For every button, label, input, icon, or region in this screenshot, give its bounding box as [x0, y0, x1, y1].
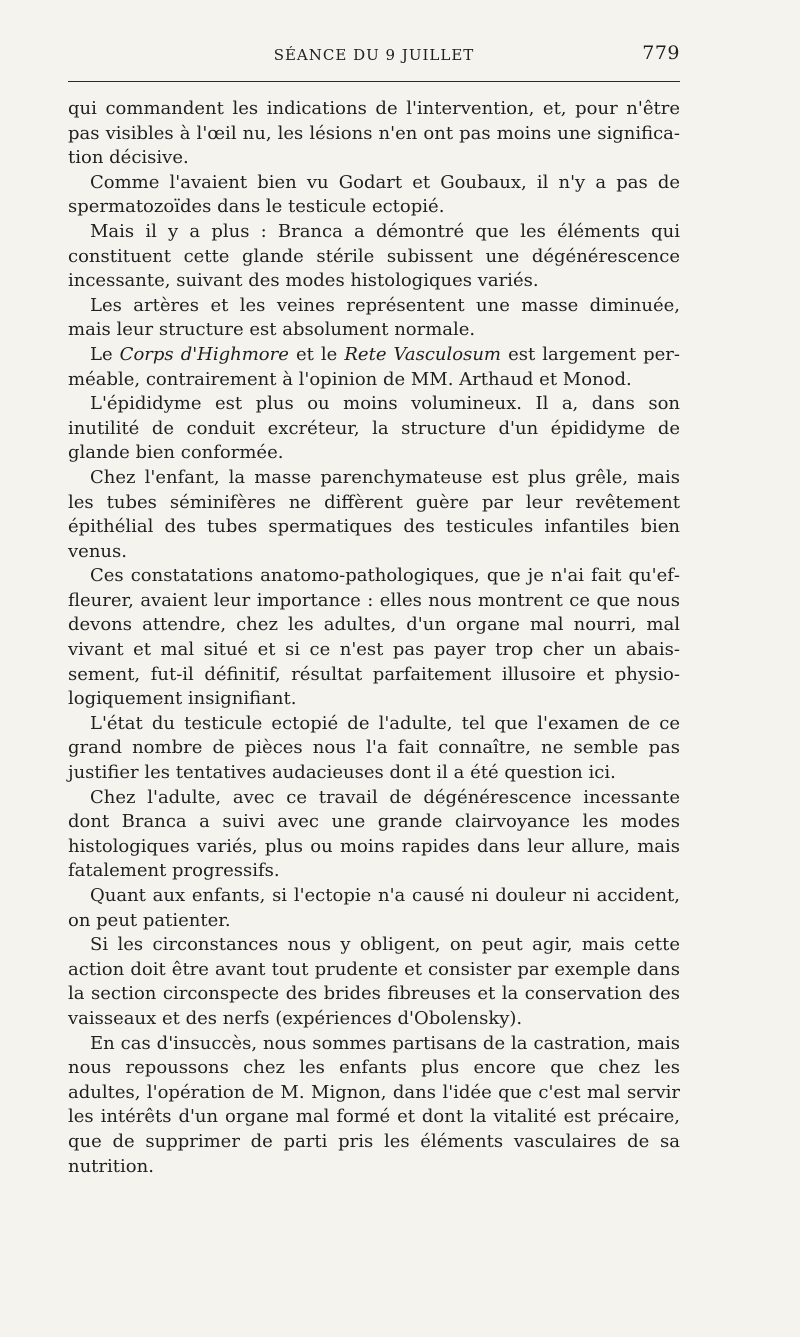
paragraph	[68, 220, 680, 294]
paragraph-text: Si les circonstances nous y obligent, on peut agir, mais cette action doit être avant tout prudente et consister par exemple dans la section circonspecte des brides fibreuses et la conservation des vaisseaux et des nerfs (expériences d'Obolensky).	[68, 934, 680, 1029]
paragraph-text: L'épididyme est plus ou moins volumineux. Il a, dans son inutilité de conduit excréteur, la structure d'un épididyme de glande bien conformée.	[68, 393, 680, 464]
page-number: 779	[642, 42, 680, 64]
paragraph	[68, 933, 680, 1031]
running-title: SÉANCE DU 9 JUILLET	[273, 46, 475, 64]
paragraph	[68, 466, 680, 564]
paragraph	[68, 1032, 680, 1180]
paragraph	[68, 712, 680, 786]
paragraph	[68, 786, 680, 884]
paragraph	[68, 392, 680, 466]
paragraph-text: qui commandent les indications de l'intervention, et, pour n'être pas visibles à l'œil nu, les lésions n'en ont pas moins une signification décisive.	[68, 98, 680, 169]
paragraph	[68, 294, 680, 343]
paragraph-text: Chez l'enfant, la masse parenchymateuse est plus grêle, mais les tubes séminifères ne diffèrent guère par leur revêtement épithélial des tubes spermatiques des testicules infantiles bien venus.	[68, 466, 680, 562]
paragraph-text: Mais il y a plus : Branca a démontré que les éléments qui constituent cette glande stérile subissent une dégénérescence incessante, suivant des modes histologiques variés.	[68, 220, 680, 292]
paragraph-text: L'état du testicule ectopié de l'adulte, tel que l'examen de ce grand nombre de pièces nous l'a fait connaître, ne semble pas justifier les tentatives audacieuses dont il a été question ici.	[68, 712, 680, 784]
italic-term: Rete Vasculosum	[344, 343, 502, 365]
running-head	[68, 38, 680, 68]
header-rule	[68, 81, 680, 82]
paragraph-text: Les artères et les veines représentent une masse diminuée, mais leur structure est absolument normale.	[68, 294, 680, 341]
paragraph-text: est largement perméable, contrairement à l'opinion de MM. Arthaud et Monod.	[68, 343, 680, 390]
paragraph	[68, 171, 680, 220]
paragraph-text: Quant aux enfants, si l'ectopie n'a causé ni douleur ni accident, on peut patienter.	[68, 885, 680, 931]
paragraph-text: En cas d'insuccès, nous sommes partisans de la castration, mais nous repoussons chez les enfants plus encore que chez les adultes, l'opération de M. Mignon, dans l'idée que c'est mal servir les intérêts d'un organe mal formé et dont la vitalité est précaire, que de supprimer de parti pris les éléments vasculaires de sa nutrition.	[68, 1032, 680, 1177]
paragraph-text: Chez l'adulte, avec ce travail de dégénérescence incessante dont Branca a suivi avec une grande clairvoyance les modes histologiques variés, plus ou moins rapides dans leur allure, mais fatalement progressifs.	[68, 786, 680, 882]
body-text	[68, 97, 680, 1179]
italic-term: Corps d'Highmore	[119, 343, 289, 365]
paragraph	[68, 884, 680, 933]
paragraph	[68, 97, 680, 171]
paragraph	[68, 564, 680, 712]
paragraph-text: et le	[288, 343, 345, 365]
paragraph	[68, 343, 680, 392]
paragraph-text: Comme l'avaient bien vu Godart et Goubaux, il n'y a pas de spermatozoïdes dans le testicule ectopié.	[68, 171, 680, 218]
paragraph-text: Ces constatations anatomo-pathologiques, que je n'ai fait qu'effleurer, avaient leur importance : elles nous montrent ce que nous devons attendre, chez les adultes, d'un organe mal nourri, mal vivant et mal situé et si ce n'est pas payer trop cher un abaissement, fut-il définitif, résultat parfaitement illusoire et physiologiquement insignifiant.	[68, 565, 680, 710]
paragraph-text: Le	[90, 343, 120, 365]
